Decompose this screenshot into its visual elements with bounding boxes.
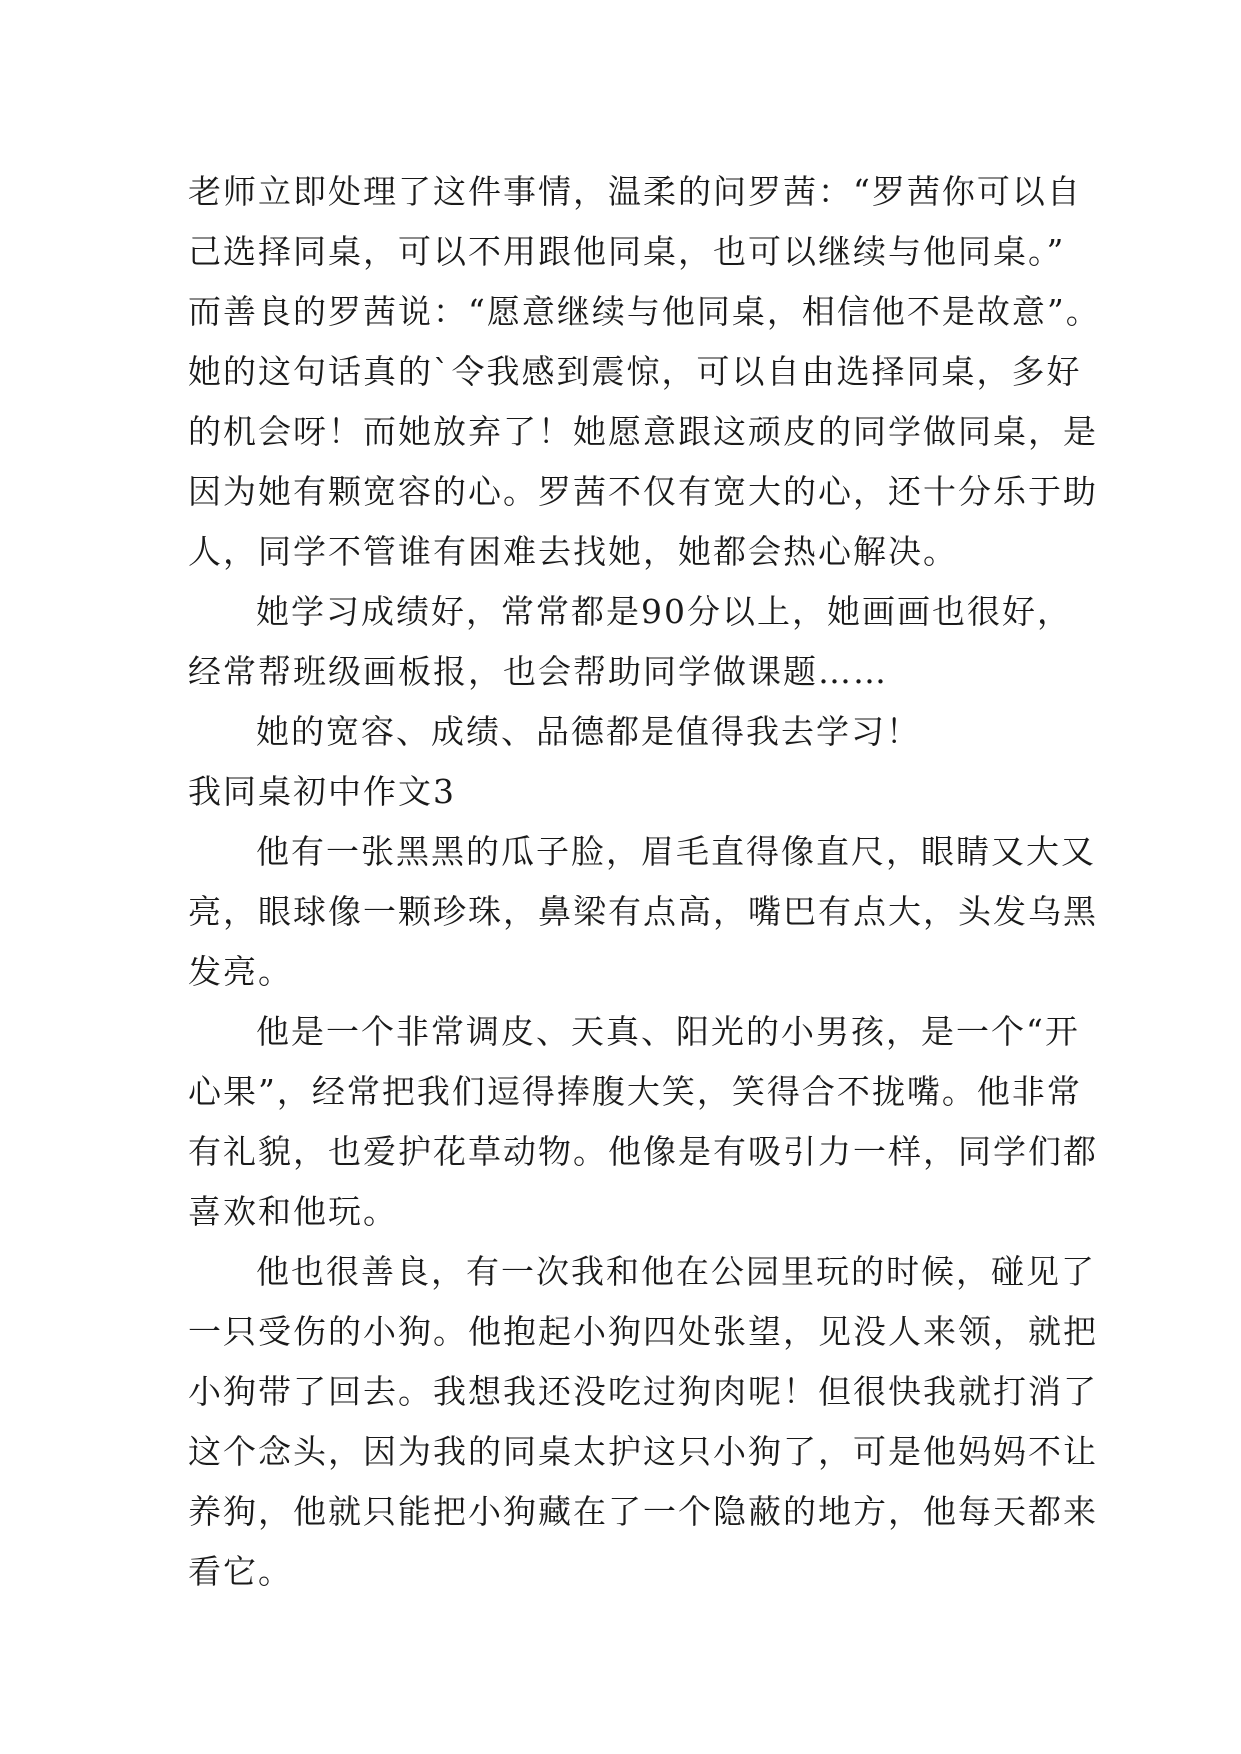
text-line: 亮，眼球像一颗珍珠，鼻梁有点高，嘴巴有点大，头发乌黑 xyxy=(188,892,1098,931)
paragraph-start-line: 他也很善良，有一次我和他在公园里玩的时候，碰见了 xyxy=(256,1252,1096,1291)
text-line: 小狗带了回去。我想我还没吃过狗肉呢！但很快我就打消了 xyxy=(188,1372,1098,1411)
paragraph-start-line: 她学习成绩好，常常都是90分以上，她画画也很好， xyxy=(256,592,1072,631)
essay-text xyxy=(188,162,1101,1602)
paragraph-start-line: 他有一张黑黑的瓜子脸，眉毛直得像直尺，眼睛又大又 xyxy=(256,832,1096,871)
text-line: 有礼貌，也爱护花草动物。他像是有吸引力一样，同学们都 xyxy=(188,1132,1098,1171)
text-line: 这个念头，因为我的同桌太护这只小狗了，可是他妈妈不让 xyxy=(188,1432,1098,1471)
text-line: 发亮。 xyxy=(188,952,293,991)
text-line: 喜欢和他玩。 xyxy=(188,1192,398,1231)
paragraph-start-line: 她的宽容、成绩、品德都是值得我去学习！ xyxy=(256,712,921,751)
text-line: 一只受伤的小狗。他抱起小狗四处张望，见没人来领，就把 xyxy=(188,1312,1098,1351)
text-line: 她的这句话真的`令我感到震惊，可以自由选择同桌，多好 xyxy=(188,352,1082,391)
text-line: 看它。 xyxy=(188,1552,293,1591)
text-line: 而善良的罗茜说：“愿意继续与他同桌，相信他不是故意”。 xyxy=(188,292,1101,331)
text-line: 养狗，他就只能把小狗藏在了一个隐蔽的地方，他每天都来 xyxy=(188,1492,1098,1531)
text-line: 己选择同桌，可以不用跟他同桌，也可以继续与他同桌。” xyxy=(188,232,1066,271)
text-line: 心果”，经常把我们逗得捧腹大笑，笑得合不拢嘴。他非常 xyxy=(188,1072,1082,1111)
text-line: 老师立即处理了这件事情，温柔的问罗茜：“罗茜你可以自 xyxy=(188,172,1082,211)
section-heading: 我同桌初中作文3 xyxy=(188,772,456,811)
text-line: 经常帮班级画板报，也会帮助同学做课题…… xyxy=(188,652,888,691)
paragraph-start-line: 他是一个非常调皮、天真、阳光的小男孩，是一个“开 xyxy=(256,1012,1080,1051)
text-line: 人，同学不管谁有困难去找她，她都会热心解决。 xyxy=(188,532,958,571)
text-line: 因为她有颗宽容的心。罗茜不仅有宽大的心，还十分乐于助 xyxy=(188,472,1098,511)
text-line: 的机会呀！而她放弃了！她愿意跟这顽皮的同学做同桌，是 xyxy=(188,412,1098,451)
